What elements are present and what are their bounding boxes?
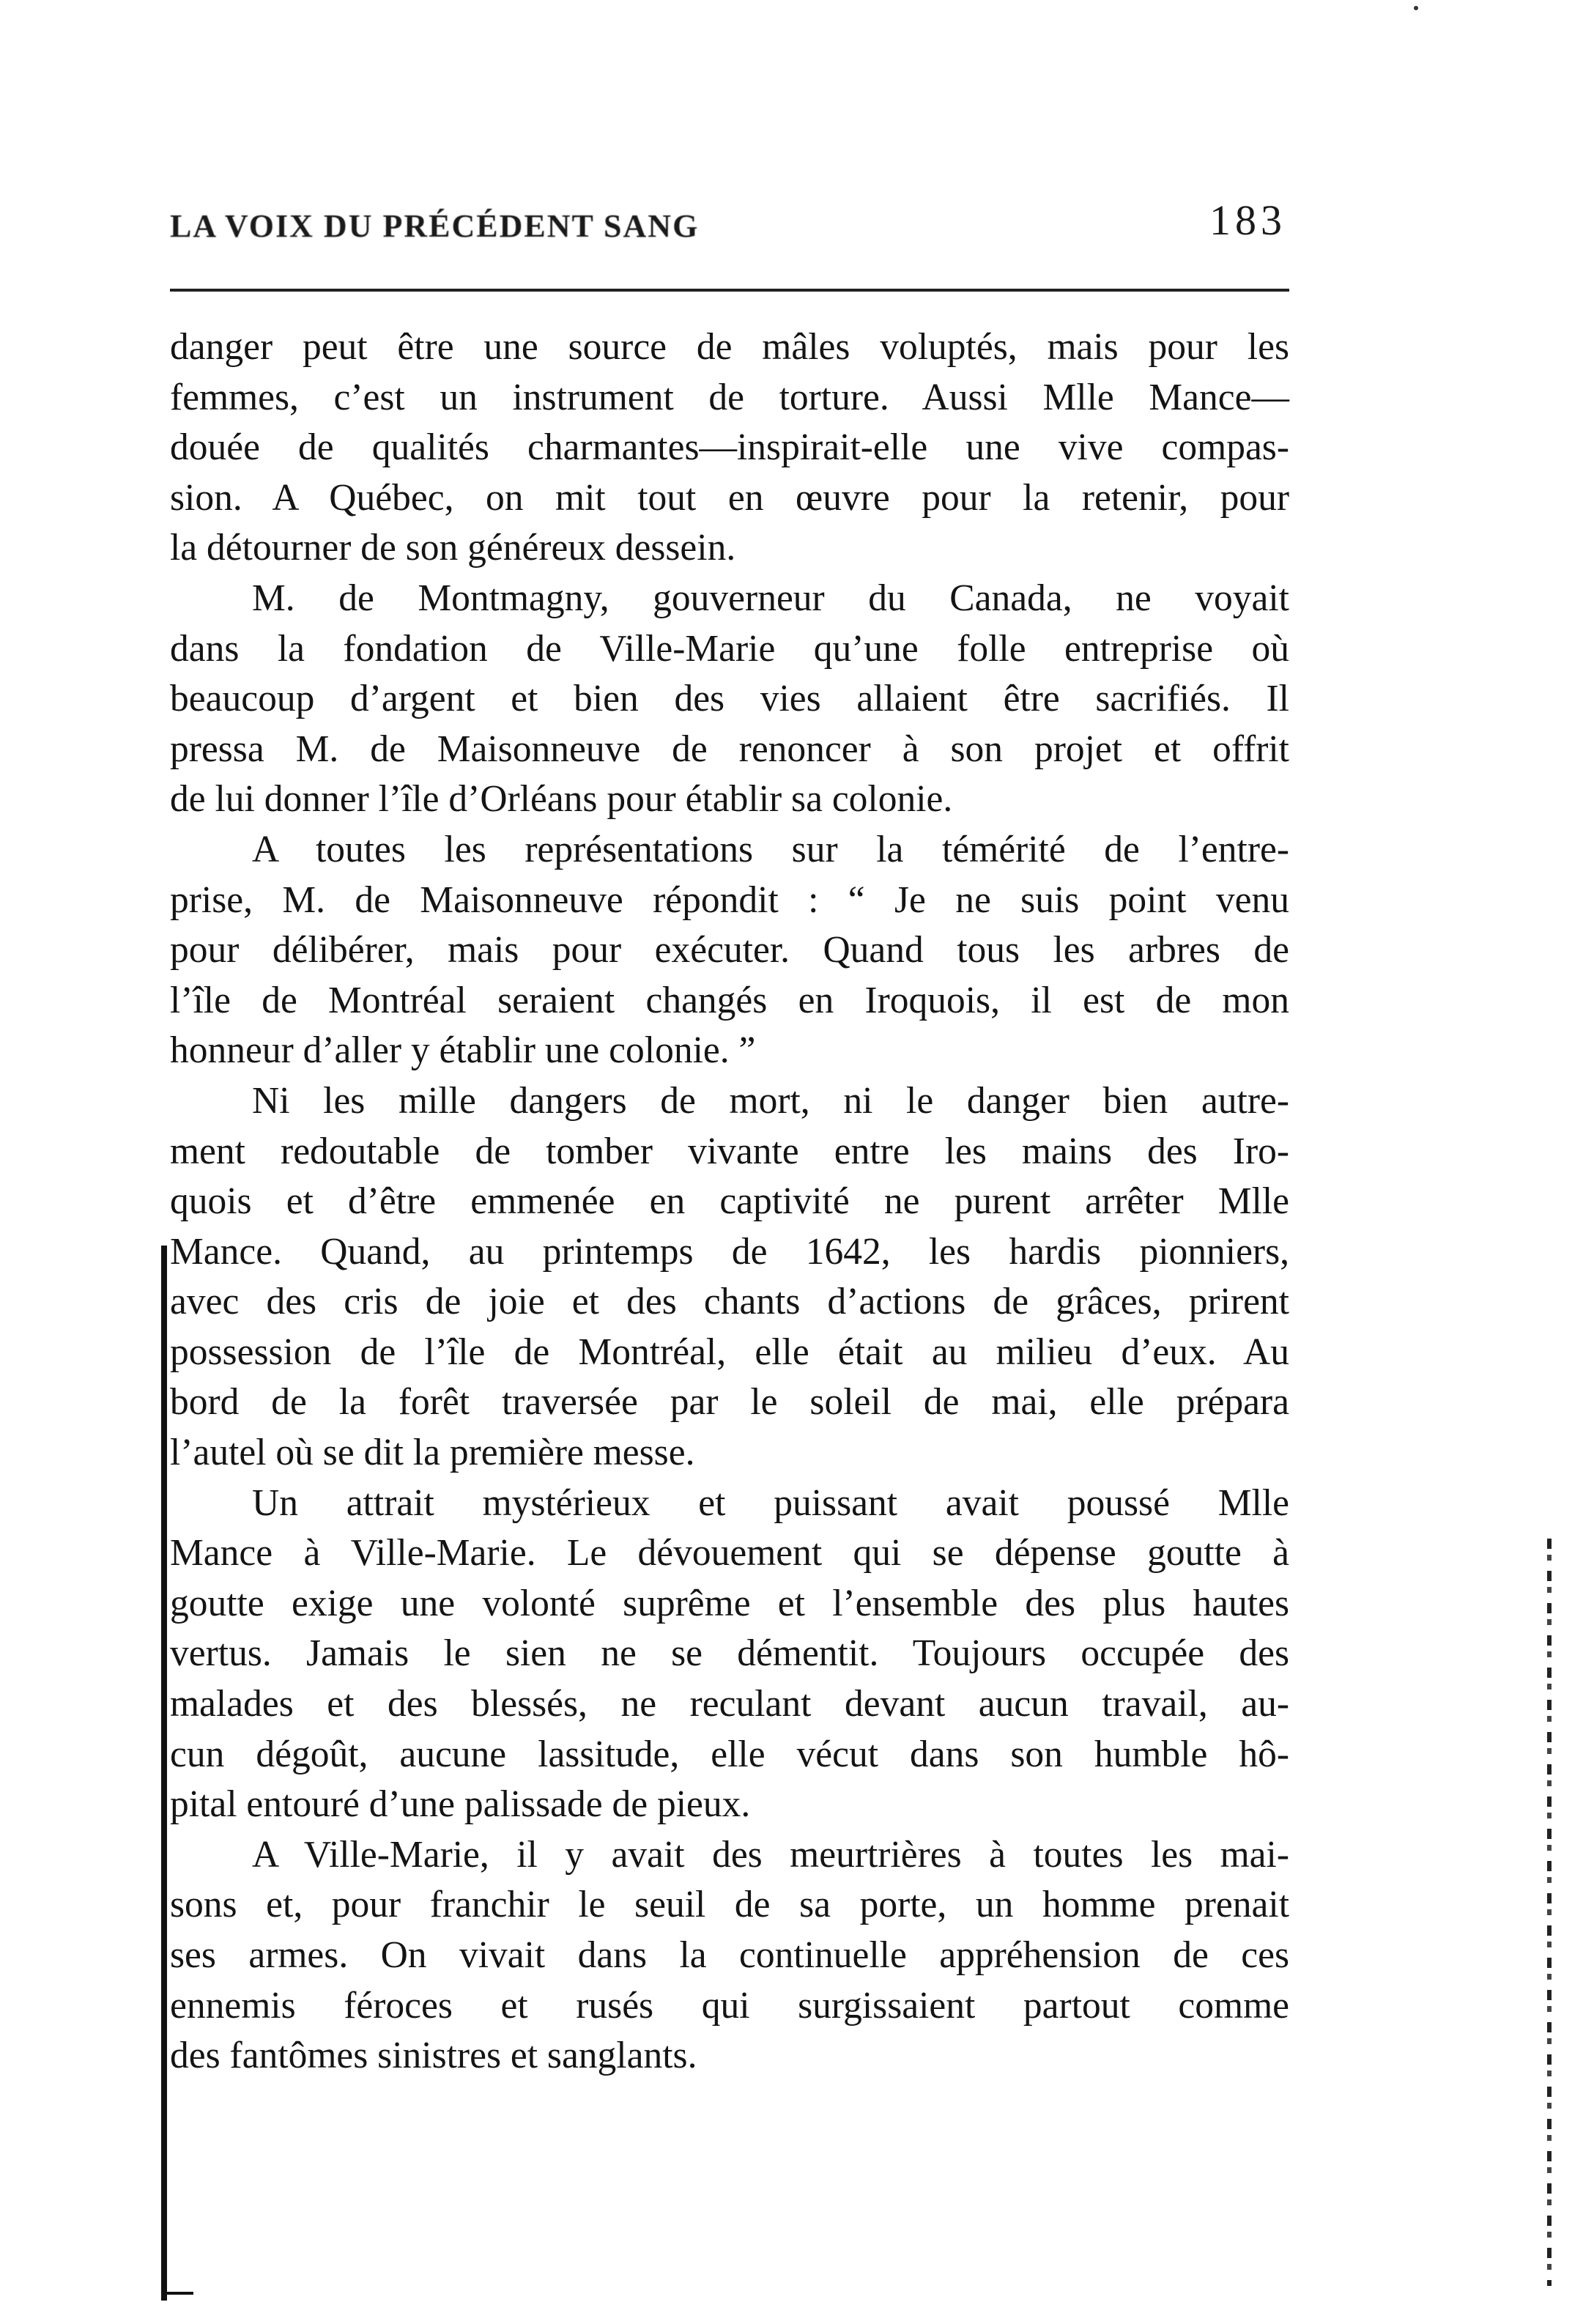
- paragraph-5: [170, 1479, 1289, 1830]
- running-title: LA VOIX DU PRÉCÉDENT SANG: [170, 208, 700, 244]
- text-line: vertus. Jamais le sien ne se démentit. Toujours occupée des: [170, 1632, 1289, 1675]
- paragraph-4: [170, 1076, 1289, 1479]
- text-line: Mance à Ville-Marie. Le dévouement qui se dépense goutte à: [170, 1532, 1289, 1574]
- text-line: prise, M. de Maisonneuve répondit : “ Je ne suis point venu: [170, 878, 1289, 921]
- text-line: possession de l’île de Montréal, elle était au milieu d’eux. Au: [170, 1331, 1289, 1373]
- text-line: cun dégoût, aucune lassitude, elle vécut dans son humble hô-: [170, 1733, 1289, 1775]
- paragraph-1: [170, 322, 1289, 574]
- text-line: danger peut être une source de mâles voluptés, mais pour les: [170, 326, 1289, 368]
- text-line: l’île de Montréal seraient changés en Iroquois, il est de mon: [170, 979, 1289, 1021]
- text-line: A toutes les représentations sur la témérité de l’entre-: [252, 828, 1289, 870]
- text-line: beaucoup d’argent et bien des vies allaient être sacrifiés. Il: [170, 678, 1289, 720]
- text-line: goutte exige une volonté suprême et l’ensemble des plus hautes: [170, 1582, 1289, 1624]
- text-line: ennemis féroces et rusés qui surgissaient partout comme: [170, 1984, 1289, 2027]
- paragraph-2: [170, 574, 1289, 825]
- text-line: de lui donner l’île d’Orléans pour établir sa colonie.: [170, 778, 953, 821]
- text-line: avec des cris de joie et des chants d’actions de grâces, prirent: [170, 1281, 1289, 1323]
- text-line: Mance. Quand, au printemps de 1642, les hardis pionniers,: [170, 1230, 1289, 1273]
- text-line: douée de qualités charmantes—inspirait-elle une vive compas-: [170, 426, 1289, 469]
- text-line: femmes, c’est un instrument de torture. Aussi Mlle Mance—: [170, 376, 1289, 418]
- running-header: [170, 192, 1286, 245]
- paragraph-6: [170, 1830, 1289, 2081]
- paragraph-3: [170, 825, 1289, 1076]
- header-rule: [170, 289, 1289, 292]
- scan-edge-mark: [1547, 1539, 1552, 2286]
- text-line: des fantômes sinistres et sanglants.: [170, 2035, 697, 2077]
- text-line: malades et des blessés, ne reculant devant aucun travail, au-: [170, 1683, 1289, 1725]
- text-line: dans la fondation de Ville-Marie qu’une folle entreprise où: [170, 627, 1289, 670]
- text-line: honneur d’aller y établir une colonie. ”: [170, 1029, 756, 1072]
- binding-edge-foot: [161, 2292, 193, 2295]
- text-line: Un attrait mystérieux et puissant avait poussé Mlle: [252, 1481, 1289, 1524]
- text-line: l’autel où se dit la première messe.: [170, 1432, 695, 1474]
- text-line: pressa M. de Maisonneuve de renoncer à son projet et offrit: [170, 728, 1289, 770]
- text-line: A Ville-Marie, il y avait des meurtrières à toutes les mai-: [252, 1833, 1289, 1876]
- text-line: sons et, pour franchir le seuil de sa porte, un homme prenait: [170, 1884, 1289, 1926]
- text-line: pital entouré d’une palissade de pieux.: [170, 1783, 751, 1826]
- text-line: ment redoutable de tomber vivante entre les mains des Iro-: [170, 1130, 1289, 1172]
- text-line: Ni les mille dangers de mort, ni le danger bien autre-: [252, 1079, 1289, 1122]
- print-speck: [1414, 6, 1418, 10]
- text-line: quois et d’être emmenée en captivité ne purent arrêter Mlle: [170, 1180, 1289, 1223]
- text-line: bord de la forêt traversée par le soleil de mai, elle prépara: [170, 1381, 1289, 1424]
- binding-edge-shadow: [161, 1246, 167, 2301]
- text-line: M. de Montmagny, gouverneur du Canada, ne voyait: [252, 577, 1289, 619]
- text-line: pour délibérer, mais pour exécuter. Quand tous les arbres de: [170, 929, 1289, 972]
- body-text: [170, 322, 1289, 2081]
- page-number: 183: [1209, 196, 1286, 244]
- text-line: la détourner de son généreux dessein.: [170, 527, 736, 569]
- text-line: sion. A Québec, on mit tout en œuvre pour la retenir, pour: [170, 476, 1289, 519]
- text-line: ses armes. On vivait dans la continuelle appréhension de ces: [170, 1934, 1289, 1976]
